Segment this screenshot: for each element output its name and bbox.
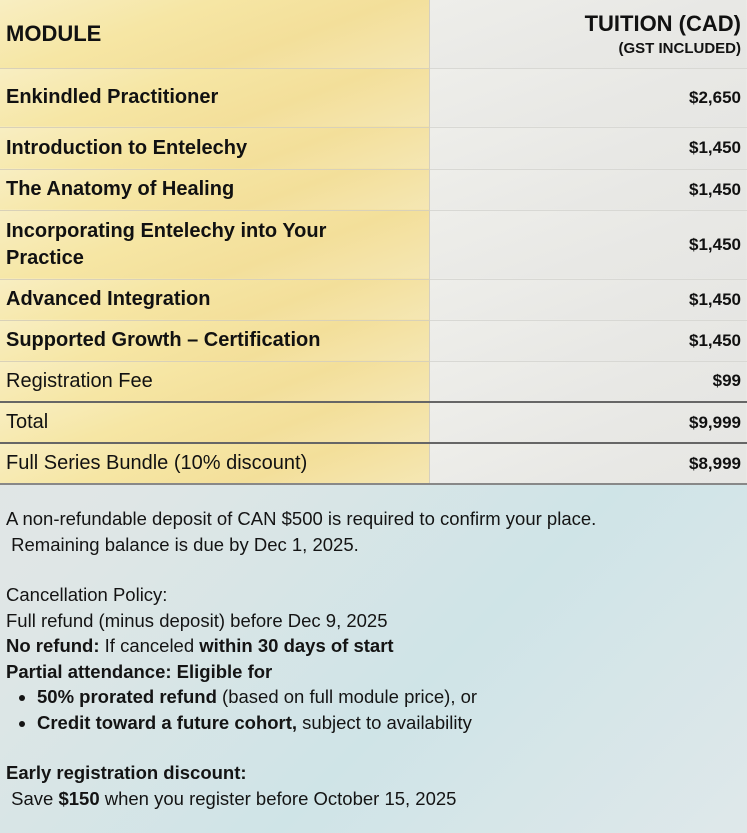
table-row <box>0 127 747 169</box>
no-refund-text: If canceled <box>99 635 200 656</box>
registration-fee-price: $99 <box>429 361 747 402</box>
registration-fee-label: Registration Fee <box>0 361 429 402</box>
module-column-header: MODULE <box>0 0 429 68</box>
no-refund-emphasis: within 30 days of start <box>199 635 394 656</box>
tuition-header-title: TUITION (CAD) <box>584 11 741 36</box>
bullet-2-text: subject to availability <box>297 711 472 733</box>
tuition-column-header <box>429 0 747 68</box>
early-registration-title <box>6 760 741 786</box>
bullet-2-bold: Credit toward a future cohort, <box>37 711 298 733</box>
table-row <box>0 361 747 402</box>
bullet-1-bold: 50% prorated refund <box>37 686 217 707</box>
total-price: $9,999 <box>429 402 747 443</box>
no-refund-label: No refund: <box>6 635 100 656</box>
deposit-line-1: A non-refundable deposit of CAN $500 is required to confirm your place. <box>6 508 597 529</box>
table-row <box>0 68 747 127</box>
table-header-row <box>0 0 747 68</box>
partial-attendance-label: Partial attendance: Eligible for <box>6 660 273 682</box>
module-price: $2,650 <box>429 68 747 127</box>
module-price: $1,450 <box>429 320 747 361</box>
cancellation-title: Cancellation Policy: <box>6 584 168 605</box>
no-refund-line <box>6 633 741 659</box>
table-row <box>0 210 747 279</box>
total-row <box>0 402 747 443</box>
total-label: Total <box>0 402 429 443</box>
full-refund-line: Full refund (minus deposit) before Dec 9, 2025 <box>6 609 388 631</box>
list-item <box>37 684 741 710</box>
module-name: Enkindled Practitioner <box>0 68 429 127</box>
module-name: Introduction to Entelechy <box>0 127 429 169</box>
bundle-price: $8,999 <box>429 443 747 484</box>
module-price: $1,450 <box>429 127 747 169</box>
early-post: when you register before October 15, 2025 <box>99 787 457 809</box>
early-amount: $150 <box>58 787 100 809</box>
table-row <box>0 169 747 210</box>
early-pre: Save <box>6 787 59 809</box>
module-name: The Anatomy of Healing <box>0 169 429 210</box>
partial-attendance-line <box>6 659 741 685</box>
module-name: Supported Growth – Certification <box>0 320 429 361</box>
module-price: $1,450 <box>429 169 747 210</box>
deposit-line-2: Remaining balance is due by Dec 1, 2025. <box>6 533 359 555</box>
module-name: Advanced Integration <box>0 279 429 320</box>
partial-options-list <box>6 684 741 735</box>
table-row <box>0 279 747 320</box>
bundle-row <box>0 443 747 484</box>
bullet-1-text: (based on full module price), or <box>216 686 478 707</box>
bundle-label: Full Series Bundle (10% discount) <box>0 443 429 484</box>
policy-notes <box>6 506 741 811</box>
tuition-header-subtitle: (GST INCLUDED) <box>618 40 741 57</box>
module-price: $1,450 <box>429 279 747 320</box>
table-row <box>0 320 747 361</box>
list-item <box>37 710 741 736</box>
module-name: Incorporating Entelechy into Your Practice <box>0 210 429 279</box>
early-registration-label: Early registration discount: <box>6 762 247 783</box>
early-registration-line <box>6 786 741 812</box>
module-price: $1,450 <box>429 210 747 279</box>
